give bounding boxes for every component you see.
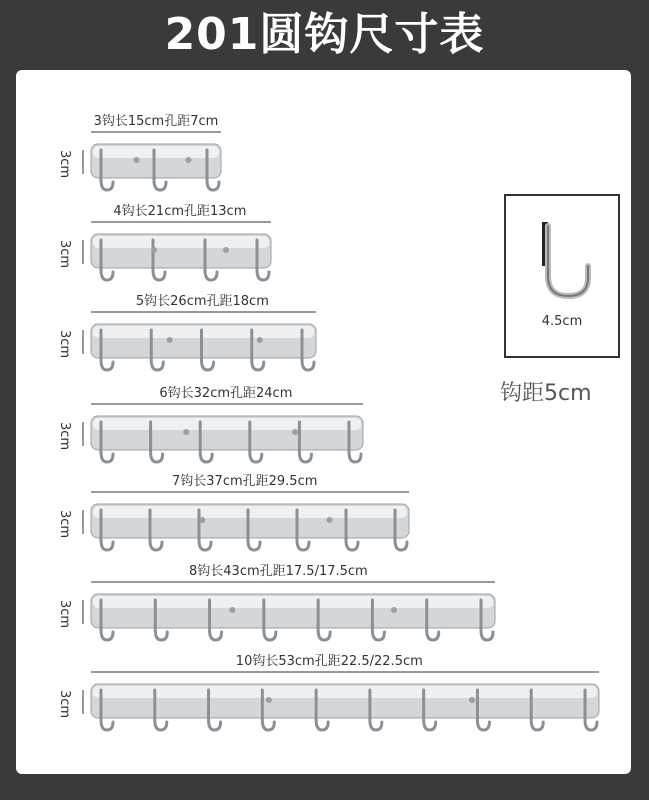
screw-hole bbox=[151, 247, 157, 253]
height-dimension-label: 3cm bbox=[57, 422, 72, 451]
rack-bar-highlight bbox=[93, 326, 314, 338]
hook-rack-illustration bbox=[81, 668, 609, 740]
screw-hole bbox=[391, 607, 397, 613]
rack-bar-highlight bbox=[93, 686, 597, 698]
rack-bar-highlight bbox=[93, 236, 269, 248]
hook-rack-illustration bbox=[81, 128, 231, 200]
screw-hole bbox=[183, 429, 189, 435]
rack-size-label: 8钩长43cm孔距17.5/17.5cm bbox=[189, 564, 368, 579]
screw-hole bbox=[327, 517, 333, 523]
height-dimension-label: 3cm bbox=[57, 150, 72, 179]
hook-rack-illustration bbox=[81, 308, 326, 380]
size-chart-panel bbox=[16, 70, 631, 774]
height-dimension-label: 3cm bbox=[57, 600, 72, 629]
rack-bar-highlight bbox=[93, 418, 361, 430]
screw-hole bbox=[257, 337, 263, 343]
rack-bar-highlight bbox=[93, 596, 493, 608]
height-dimension-label: 3cm bbox=[57, 510, 72, 539]
screw-hole bbox=[134, 157, 140, 163]
hook-rack-illustration bbox=[81, 400, 373, 472]
hook-depth-label: 4.5cm bbox=[541, 314, 583, 329]
screw-hole bbox=[223, 247, 229, 253]
rack-bar-highlight bbox=[93, 506, 407, 518]
page-title: 201圆钩尺寸表 bbox=[164, 9, 485, 60]
screw-hole bbox=[266, 697, 272, 703]
screw-hole bbox=[229, 607, 235, 613]
hook-rack-illustration bbox=[81, 578, 505, 650]
hook-detail-box bbox=[504, 194, 620, 358]
screw-hole bbox=[167, 337, 173, 343]
hook-spacing-label: 钩距5cm bbox=[500, 381, 592, 406]
height-dimension-label: 3cm bbox=[57, 240, 72, 269]
screw-hole bbox=[199, 517, 205, 523]
rack-size-label: 10钩长53cm孔距22.5/22.5cm bbox=[235, 654, 423, 669]
hook-rack-illustration bbox=[81, 218, 281, 290]
rack-size-label: 4钩长21cm孔距13cm bbox=[113, 204, 247, 219]
rack-size-label: 3钩长15cm孔距7cm bbox=[93, 114, 219, 129]
screw-hole bbox=[469, 697, 475, 703]
rack-size-label: 6钩长32cm孔距24cm bbox=[159, 386, 293, 401]
rack-size-label: 7钩长37cm孔距29.5cm bbox=[172, 474, 318, 489]
rack-bar-highlight bbox=[93, 146, 219, 158]
rack-size-label: 5钩长26cm孔距18cm bbox=[135, 294, 269, 309]
screw-hole bbox=[186, 157, 192, 163]
height-dimension-label: 3cm bbox=[57, 690, 72, 719]
height-dimension-label: 3cm bbox=[57, 330, 72, 359]
screw-hole bbox=[292, 429, 298, 435]
hook-profile-icon bbox=[506, 196, 618, 306]
hook-rack-illustration bbox=[81, 488, 419, 560]
